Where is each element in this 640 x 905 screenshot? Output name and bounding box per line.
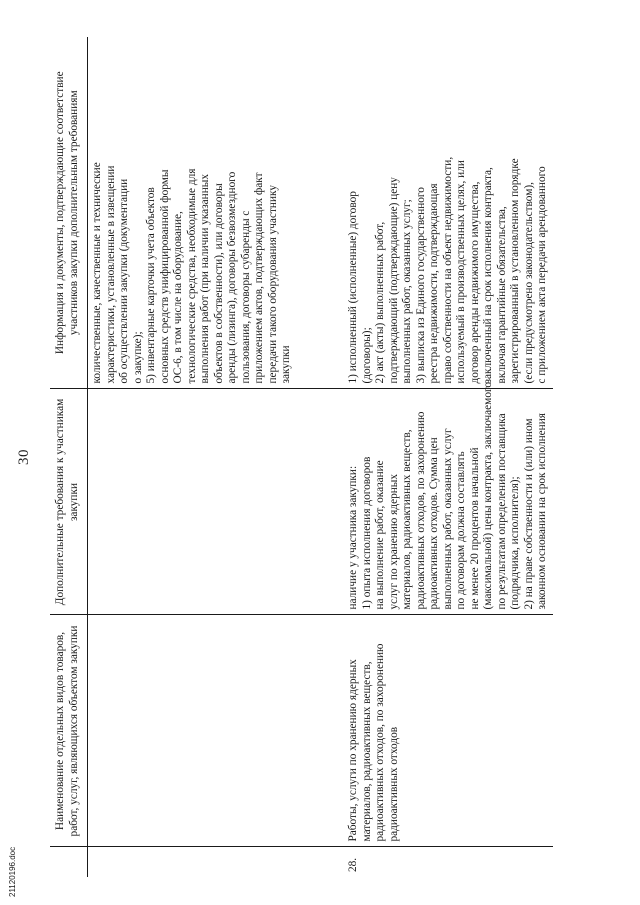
text-line: радиоактивных отходов [387,726,400,842]
cell-requirements [88,389,340,615]
text-line: выполнения работ (при наличии указанных [199,174,211,384]
table-header-row [50,37,88,877]
text-line: право собственности на объект недвижимости, [441,156,454,384]
text-line: о закупке); [131,331,144,384]
text-line: количественные, качественные и технические [91,162,103,384]
text-line: 2) на праве собственности и (или) ином [522,418,535,610]
text-line: радиоактивных отходов, по захоронению [374,643,386,842]
text-line: об осуществлении закупки (документации [118,178,130,384]
text-line: на выполнение работ, оказание [374,460,386,610]
text-line: используемый в производственных целях, или [455,160,467,384]
cell-requirements [339,382,553,615]
text-line: выполненных работ, оказанных услуг; [401,199,413,384]
text-line: основных средств унифицированной формы [158,169,171,384]
text-line: аренды (лизинга), договоры безвозмездного [226,171,238,384]
text-line: (максимальной) цены контракта, заключаемого [482,382,494,610]
table-row-28 [339,37,553,877]
text-line: материалов, радиоактивных веществ, [360,661,373,842]
text-line: радиоактивных отходов, по захоронению [414,411,427,610]
header-confirming-documents: Информация и документы, подтверждающие соответствие участников закупки дополнительным требованиям [50,37,88,389]
text-line: 5) инвентарные карточки учета объектов [145,187,157,384]
header-item-name: Наименование отдельных видов товаров, работ, услуг, являющихся объектом закупки [50,615,88,847]
row-number: 28. [347,857,359,872]
text-line: по договорам должна составлять [455,451,467,610]
text-line: (подрядчика, исполнителя); [509,476,521,610]
text-line: 2) акт (акты) выполненных работ, [374,221,386,384]
text-line: договор аренды недвижимого имущества, [468,181,481,384]
text-line: законном основании на срок исполнения [536,413,548,610]
cell-documents [88,37,340,389]
header-number [50,847,88,877]
text-line: радиоактивных отходов. Сумма цен [428,437,440,610]
header-additional-requirements: Дополнительные требования к участникам закупки [50,389,88,615]
text-line: выполненных работ, оказанных услуг [441,428,454,610]
text-line: 1) опыта исполнения договоров [360,456,373,610]
cell-number [88,847,340,877]
text-line: технологические средства, необходимые для [185,168,198,384]
requirements-table [50,37,553,877]
text-line: включая гарантийные обязательства, [495,206,508,384]
text-line: характеристики, установленные в извещении [104,165,117,384]
text-line: (если предусмотрено законодательством), [522,182,535,384]
text-line: по результатам определения поставщика [495,413,508,610]
text-line: закупки [280,345,292,384]
text-line: приложением актов, подтверждающих факт [253,172,265,384]
cell-documents [339,37,553,389]
text-line: 1) исполненный (исполненные) договор [347,191,359,384]
table-row-continuation [88,37,340,877]
page-number: 30 [16,449,32,465]
text-line: реестра недвижимости, подтверждающая [428,183,440,384]
text-line: наличие у участника закупки: [347,465,359,610]
text-line: ОС-6, в том числе на оборудование, [172,211,184,384]
document-filename: 21120196.doc [8,846,17,897]
text-line: Работы, услуги по хранению ядерных [347,659,359,842]
text-line: с приложением акта передачи арендованного [536,166,548,384]
text-line: пользования, договоры субаренды с [239,210,252,384]
text-line: подтверждающий (подтверждающие) цену [387,177,400,384]
text-line: зарегистрированный в установленном порядке [509,158,521,384]
text-line: услуг по хранению ядерных [387,473,400,610]
cell-item-name [339,615,553,847]
cell-item-name [88,615,340,847]
text-line: (договоры); [360,327,373,384]
text-line: материалов, радиоактивных веществ, [401,429,413,610]
text-line: передачи такого оборудования участнику [266,185,279,384]
text-line: заключенный на срок исполнения контракта, [482,167,494,384]
text-line: 3) выписка из Единого государственного [414,187,427,384]
text-line: объектов в собственности), или договоры [212,183,225,384]
text-line: не менее 20 процентов начальной [468,447,481,610]
